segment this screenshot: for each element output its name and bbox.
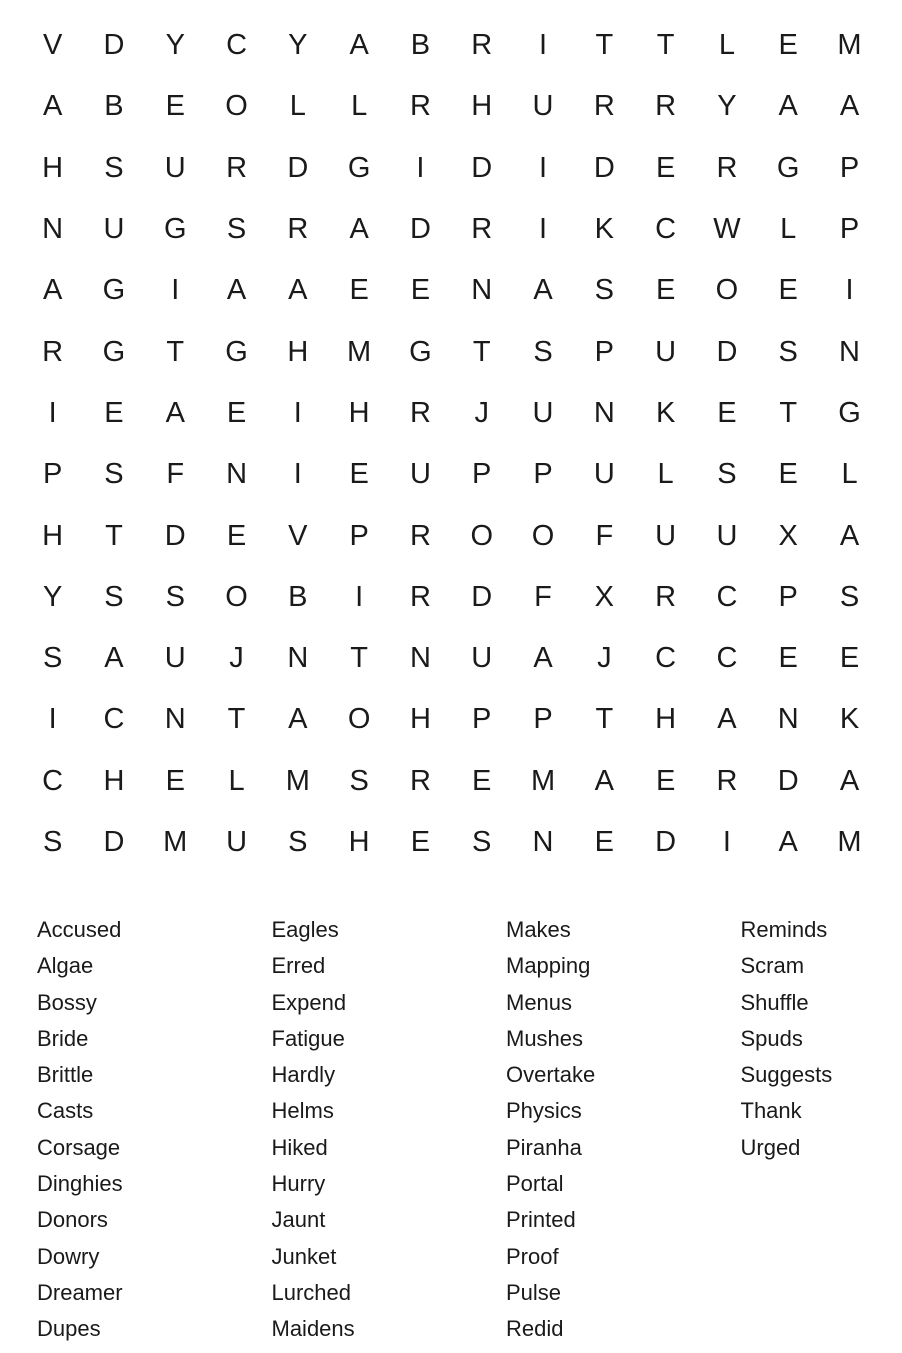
grid-letter[interactable]: B <box>288 580 308 613</box>
word-list-item: Thank <box>740 1098 802 1124</box>
grid-letter[interactable]: A <box>349 213 369 246</box>
grid-letter[interactable]: H <box>655 703 677 736</box>
grid-letter[interactable]: A <box>778 826 798 858</box>
grid-letter[interactable]: K <box>594 213 614 246</box>
grid-letter[interactable]: B <box>104 90 124 123</box>
grid-letter[interactable]: C <box>103 703 125 736</box>
grid-letter[interactable]: R <box>409 396 431 429</box>
grid-letter[interactable]: E <box>349 458 369 491</box>
grid-letter[interactable]: D <box>655 826 677 858</box>
grid-letter[interactable]: S <box>104 151 124 184</box>
grid-letter[interactable]: T <box>105 519 123 552</box>
grid-letter[interactable]: M <box>347 335 372 368</box>
grid-letter[interactable]: L <box>780 213 797 246</box>
word-list-item: Pulse <box>506 1279 562 1305</box>
grid-letter[interactable]: I <box>48 703 57 736</box>
grid-letter[interactable]: L <box>718 29 735 62</box>
grid-letter[interactable]: S <box>104 458 124 491</box>
grid-letter[interactable]: D <box>103 826 125 858</box>
word-list-item: Maidens <box>271 1316 355 1342</box>
grid-letter[interactable]: D <box>409 213 431 246</box>
grid-letter[interactable]: E <box>778 642 798 675</box>
grid-letter[interactable]: E <box>778 29 798 62</box>
grid-letter[interactable]: A <box>839 519 860 552</box>
grid-letter[interactable]: I <box>538 151 548 184</box>
word-list-column <box>506 912 741 1348</box>
grid-letter[interactable]: R <box>593 90 615 123</box>
grid-letter[interactable]: S <box>104 580 124 613</box>
word-list-item: Mapping <box>506 953 591 979</box>
grid-letter[interactable]: S <box>717 458 737 491</box>
word-list-item: Helms <box>271 1098 334 1124</box>
word-list-item: Erred <box>271 953 326 979</box>
grid-letter[interactable]: G <box>102 335 126 368</box>
grid-letter[interactable]: R <box>409 764 431 797</box>
grid-letter[interactable]: H <box>348 826 370 858</box>
grid-letter[interactable]: N <box>471 274 493 307</box>
grid-letter[interactable]: X <box>594 580 614 613</box>
grid-letter[interactable]: R <box>287 213 309 246</box>
grid-letter[interactable]: R <box>409 90 431 123</box>
grid-letter[interactable]: A <box>533 642 553 675</box>
word-list-item: Dinghies <box>37 1171 123 1197</box>
word-list-item: Corsage <box>37 1134 121 1160</box>
grid-letter[interactable]: N <box>42 213 64 246</box>
grid-letter[interactable]: J <box>474 396 489 429</box>
grid-letter[interactable]: I <box>171 274 180 307</box>
grid-letter[interactable]: P <box>533 458 553 491</box>
word-list-item: Fatigue <box>271 1025 345 1051</box>
grid-letter[interactable]: M <box>285 764 310 797</box>
grid-letter[interactable]: H <box>409 703 431 736</box>
letter-grid <box>22 15 880 873</box>
grid-letter[interactable]: F <box>595 519 614 552</box>
grid-letter[interactable]: E <box>410 274 431 307</box>
grid-letter[interactable]: A <box>42 90 63 123</box>
grid-letter[interactable]: D <box>471 580 493 613</box>
grid-letter[interactable]: C <box>655 642 677 675</box>
grid-letter[interactable]: N <box>593 396 615 429</box>
grid-letter[interactable]: K <box>839 703 860 736</box>
grid-letter[interactable]: B <box>410 29 431 62</box>
grid-letter[interactable]: Y <box>717 90 737 123</box>
grid-letter[interactable]: S <box>165 580 185 613</box>
grid-letter[interactable]: T <box>227 703 246 736</box>
grid-letter[interactable]: D <box>471 151 493 184</box>
word-list-item: Expend <box>271 989 347 1015</box>
grid-letter[interactable]: R <box>226 151 248 184</box>
grid-letter[interactable]: P <box>594 335 614 368</box>
grid-letter[interactable]: C <box>716 642 738 675</box>
grid-letter[interactable]: S <box>42 826 63 858</box>
grid-letter[interactable]: M <box>837 29 862 62</box>
grid-letter[interactable]: N <box>777 703 799 736</box>
grid-letter[interactable]: G <box>409 335 432 368</box>
grid-letter[interactable]: C <box>226 29 248 62</box>
grid-letter[interactable]: X <box>778 519 798 552</box>
grid-letter[interactable]: G <box>225 335 248 368</box>
grid-letter[interactable]: P <box>472 458 492 491</box>
grid-letter[interactable]: M <box>530 764 556 797</box>
grid-letter[interactable]: T <box>472 335 491 368</box>
grid-letter[interactable]: U <box>532 396 554 429</box>
grid-letter[interactable]: T <box>350 642 368 675</box>
word-list-item: Hurry <box>271 1171 326 1197</box>
grid-letter[interactable]: Y <box>42 580 63 613</box>
grid-letter[interactable]: U <box>103 213 125 246</box>
grid-letter[interactable]: G <box>163 213 187 246</box>
grid-letter[interactable]: A <box>839 764 860 797</box>
grid-letter[interactable]: U <box>471 642 493 675</box>
word-list-item: Redid <box>506 1316 564 1342</box>
grid-letter[interactable]: H <box>287 335 309 368</box>
grid-letter[interactable]: E <box>226 396 247 429</box>
word-list-item: Bride <box>37 1025 89 1051</box>
grid-letter[interactable]: R <box>42 335 64 368</box>
word-list-item: Dowry <box>37 1243 100 1269</box>
grid-letter[interactable]: I <box>845 274 854 307</box>
grid-letter[interactable]: S <box>533 335 553 368</box>
word-list-item: Overtake <box>506 1062 596 1088</box>
grid-letter[interactable]: S <box>839 580 860 613</box>
word-list-column <box>272 912 507 1348</box>
grid-letter[interactable]: P <box>839 151 860 184</box>
grid-letter[interactable]: P <box>839 213 860 246</box>
grid-letter[interactable]: A <box>165 396 185 429</box>
grid-letter[interactable]: O <box>715 274 739 307</box>
grid-letter[interactable]: W <box>713 213 741 246</box>
grid-letter[interactable]: G <box>102 274 126 307</box>
word-list-item: Shuffle <box>740 989 809 1015</box>
word-list-item: Reminds <box>740 917 828 942</box>
word-list-item: Jaunt <box>271 1207 326 1233</box>
grid-letter[interactable]: U <box>593 458 615 491</box>
grid-letter[interactable]: I <box>538 213 548 246</box>
word-list-item: Portal <box>506 1171 564 1197</box>
grid-letter[interactable]: S <box>778 335 798 368</box>
grid-letter[interactable]: N <box>287 642 309 675</box>
grid-letter[interactable]: T <box>595 29 614 62</box>
grid-letter[interactable]: R <box>716 151 738 184</box>
grid-letter[interactable]: U <box>655 519 677 552</box>
grid-letter[interactable]: N <box>532 826 554 858</box>
grid-letter[interactable]: C <box>655 213 677 246</box>
grid-letter[interactable]: H <box>42 519 64 552</box>
grid-letter[interactable]: D <box>593 151 615 184</box>
grid-letter[interactable]: P <box>778 580 798 613</box>
grid-letter[interactable]: E <box>104 396 124 429</box>
grid-letter[interactable]: E <box>655 274 676 307</box>
word-list-item: Spuds <box>740 1025 803 1051</box>
grid-letter[interactable]: U <box>655 335 677 368</box>
grid-letter[interactable]: J <box>597 642 612 675</box>
word-list-item: Urged <box>740 1134 801 1160</box>
word-list-item: Lurched <box>271 1279 352 1305</box>
grid-letter[interactable]: E <box>349 274 369 307</box>
grid-letter[interactable]: E <box>717 396 737 429</box>
grid-letter[interactable]: C <box>716 580 738 613</box>
grid-letter[interactable]: R <box>655 580 677 613</box>
grid-letter[interactable]: T <box>595 703 614 736</box>
grid-letter[interactable]: V <box>42 29 63 62</box>
grid-letter[interactable]: E <box>778 458 798 491</box>
grid-letter[interactable]: P <box>472 703 492 736</box>
grid-letter[interactable]: U <box>716 519 738 552</box>
grid-letter[interactable]: J <box>229 642 244 675</box>
grid-letter[interactable]: L <box>289 90 306 123</box>
grid-letter[interactable]: A <box>839 90 860 123</box>
word-list-item: Junket <box>271 1243 337 1269</box>
grid-letter[interactable]: D <box>164 519 186 552</box>
grid-letter[interactable]: E <box>472 764 492 797</box>
grid-letter[interactable]: N <box>164 703 186 736</box>
grid-letter[interactable]: N <box>409 642 431 675</box>
grid-letter[interactable]: E <box>165 90 185 123</box>
grid-letter[interactable]: S <box>349 764 369 797</box>
grid-letter[interactable]: H <box>471 90 493 123</box>
word-list-item: Makes <box>506 917 571 942</box>
word-list-item: Bossy <box>37 989 97 1015</box>
grid-letter[interactable]: R <box>409 580 431 613</box>
grid-letter[interactable]: N <box>226 458 248 491</box>
grid-letter[interactable]: D <box>716 335 738 368</box>
grid-letter[interactable]: T <box>656 29 675 62</box>
grid-letter[interactable]: A <box>717 703 737 736</box>
grid-letter[interactable]: Y <box>165 29 185 62</box>
grid-letter[interactable]: I <box>355 580 364 613</box>
grid-letter[interactable]: R <box>716 764 738 797</box>
word-list-item: Hiked <box>271 1134 328 1160</box>
grid-letter[interactable]: T <box>779 396 798 429</box>
word-list-item: Proof <box>506 1243 559 1269</box>
grid-letter[interactable]: O <box>347 703 371 736</box>
word-list-item: Accused <box>37 917 122 942</box>
word-list-item: Scram <box>740 953 805 979</box>
word-list-item: Algae <box>37 953 94 979</box>
grid-letter[interactable]: N <box>839 335 860 368</box>
grid-letter[interactable]: U <box>532 90 554 123</box>
word-list-column <box>741 912 902 1348</box>
grid-letter[interactable]: E <box>839 642 860 675</box>
word-list-item: Menus <box>506 989 573 1015</box>
grid-letter[interactable]: I <box>416 151 425 184</box>
grid-letter[interactable]: L <box>351 90 368 123</box>
grid-letter[interactable]: I <box>538 29 548 62</box>
grid-letter[interactable]: R <box>655 90 677 123</box>
grid-letter[interactable]: R <box>409 519 431 552</box>
word-list-item: Hardly <box>271 1062 336 1088</box>
grid-letter[interactable]: I <box>48 396 57 429</box>
grid-letter[interactable]: P <box>349 519 369 552</box>
grid-letter[interactable]: E <box>410 826 431 858</box>
grid-letter[interactable]: A <box>104 642 124 675</box>
grid-letter[interactable]: A <box>594 764 614 797</box>
grid-letter[interactable]: H <box>103 764 125 797</box>
grid-letter[interactable]: S <box>226 213 247 246</box>
grid-letter[interactable]: M <box>837 826 862 858</box>
grid-letter[interactable]: A <box>288 703 308 736</box>
grid-letter[interactable]: O <box>470 519 493 552</box>
word-list-column <box>37 912 272 1348</box>
grid-letter[interactable]: C <box>42 764 64 797</box>
word-list-item: Suggests <box>740 1062 833 1088</box>
grid-letter[interactable]: S <box>594 274 614 307</box>
grid-letter[interactable]: G <box>838 396 861 429</box>
grid-letter[interactable]: A <box>288 274 308 307</box>
grid-letter[interactable]: E <box>778 274 798 307</box>
grid-letter[interactable]: A <box>42 274 63 307</box>
grid-letter[interactable]: U <box>164 151 186 184</box>
grid-letter[interactable]: F <box>534 580 552 613</box>
grid-letter[interactable]: S <box>288 826 308 858</box>
grid-letter[interactable]: U <box>226 826 248 858</box>
word-list <box>37 912 902 1348</box>
grid-letter[interactable]: O <box>531 519 555 552</box>
grid-letter[interactable]: H <box>42 151 64 184</box>
grid-letter[interactable]: A <box>349 29 369 62</box>
word-list-item: Mushes <box>506 1025 584 1051</box>
grid-letter[interactable]: P <box>533 703 553 736</box>
word-list-item: Brittle <box>37 1062 94 1088</box>
word-list-item: Piranha <box>506 1134 582 1160</box>
word-list-item: Donors <box>37 1207 108 1233</box>
grid-letter[interactable]: Y <box>288 29 308 62</box>
grid-letter[interactable]: U <box>409 458 431 491</box>
grid-letter[interactable]: D <box>103 29 125 62</box>
grid-letter[interactable]: K <box>655 396 676 429</box>
word-list-item: Casts <box>37 1098 94 1124</box>
grid-letter[interactable]: E <box>655 151 676 184</box>
grid-letter[interactable]: L <box>657 458 674 491</box>
grid-letter[interactable]: O <box>225 90 248 123</box>
grid-letter[interactable]: E <box>226 519 247 552</box>
grid-letter[interactable]: E <box>165 764 185 797</box>
grid-letter[interactable]: S <box>472 826 492 858</box>
grid-letter[interactable]: R <box>471 213 493 246</box>
grid-letter[interactable]: U <box>164 642 186 675</box>
word-list-item: Dupes <box>37 1316 101 1342</box>
grid-letter[interactable]: A <box>533 274 553 307</box>
grid-letter[interactable]: E <box>594 826 614 858</box>
grid-letter[interactable]: D <box>287 151 309 184</box>
grid-letter[interactable]: G <box>776 151 800 184</box>
grid-letter[interactable]: P <box>42 458 63 491</box>
grid-letter[interactable]: T <box>166 335 185 368</box>
grid-letter[interactable]: M <box>163 826 188 858</box>
word-list-item: Printed <box>506 1207 576 1233</box>
grid-letter[interactable]: I <box>722 826 731 858</box>
grid-letter[interactable]: V <box>288 519 308 552</box>
grid-letter[interactable]: I <box>293 458 302 491</box>
grid-letter[interactable]: R <box>471 29 493 62</box>
grid-letter[interactable]: D <box>777 764 799 797</box>
grid-letter[interactable]: H <box>348 396 370 429</box>
grid-letter[interactable]: F <box>166 458 185 491</box>
word-list-item: Physics <box>506 1098 582 1124</box>
word-list-item: Eagles <box>271 917 339 942</box>
grid-letter[interactable]: A <box>226 274 247 307</box>
grid-letter[interactable]: S <box>42 642 63 675</box>
grid-letter[interactable]: E <box>655 764 676 797</box>
grid-letter[interactable]: A <box>778 90 798 123</box>
grid-letter[interactable]: I <box>293 396 302 429</box>
grid-letter[interactable]: G <box>347 151 371 184</box>
word-list-item: Dreamer <box>37 1279 123 1305</box>
grid-letter[interactable]: O <box>225 580 248 613</box>
grid-letter[interactable]: L <box>228 764 245 797</box>
grid-letter[interactable]: L <box>841 458 858 491</box>
